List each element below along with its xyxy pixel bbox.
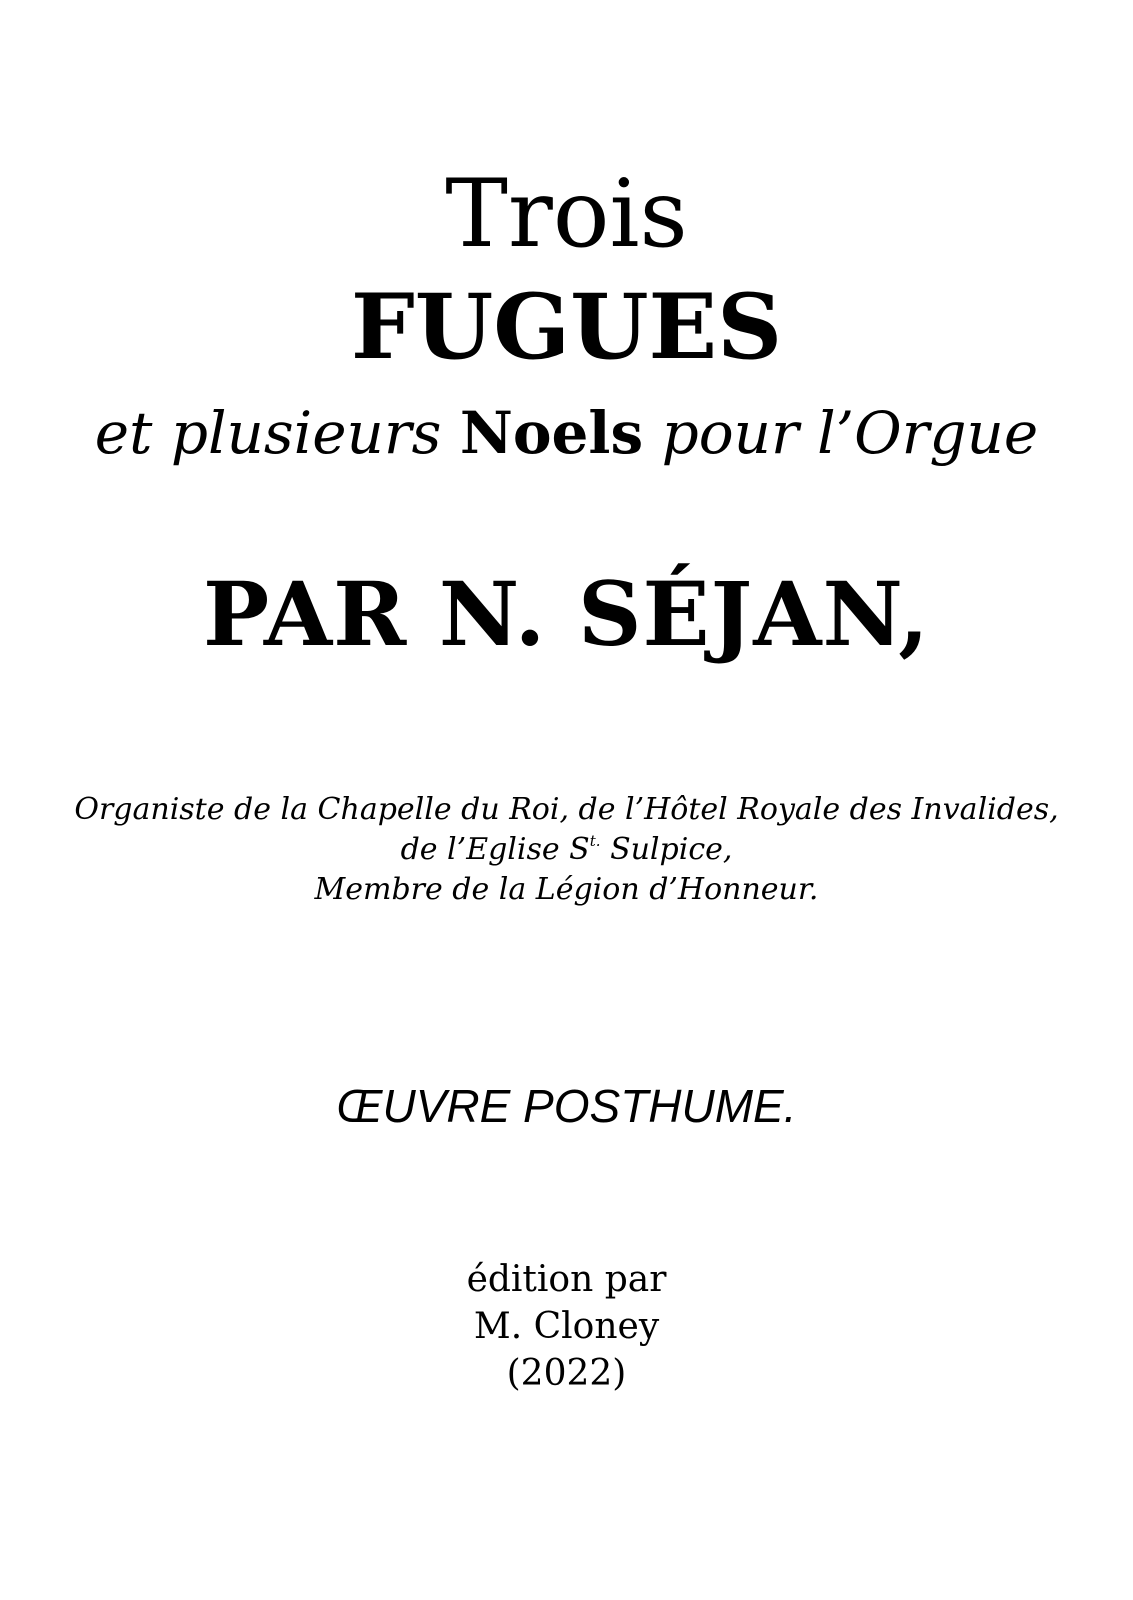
role-church-prefix: de l’Eglise S: [400, 832, 590, 867]
role-saint-superscript: t.: [589, 832, 601, 850]
edition-label: édition par: [466, 1259, 667, 1300]
subtitle: [0, 399, 1133, 467]
composer-role-line-3: Membre de la Légion d’Honneur.: [314, 872, 819, 907]
composer-role-line-1: Organiste de la Chapelle du Roi, de l’Hôtel Royale des Invalides,: [74, 792, 1059, 827]
role-church-name: Sulpice,: [610, 832, 733, 867]
subtitle-prefix: et plusieurs: [94, 399, 442, 467]
composer-role-line-2: [0, 832, 1133, 867]
title-trois: Trois: [445, 160, 688, 269]
title-fugues: FUGUES: [350, 274, 783, 380]
edition-editor: M. Cloney: [473, 1306, 660, 1347]
composer-name: PAR N. SÉJAN,: [203, 562, 930, 666]
work-type: ŒUVRE POSTHUME.: [336, 1080, 797, 1132]
subtitle-suffix: pour l’Orgue: [661, 399, 1039, 467]
subtitle-noels: Noels: [459, 399, 644, 467]
edition-year: (2022): [506, 1353, 627, 1394]
